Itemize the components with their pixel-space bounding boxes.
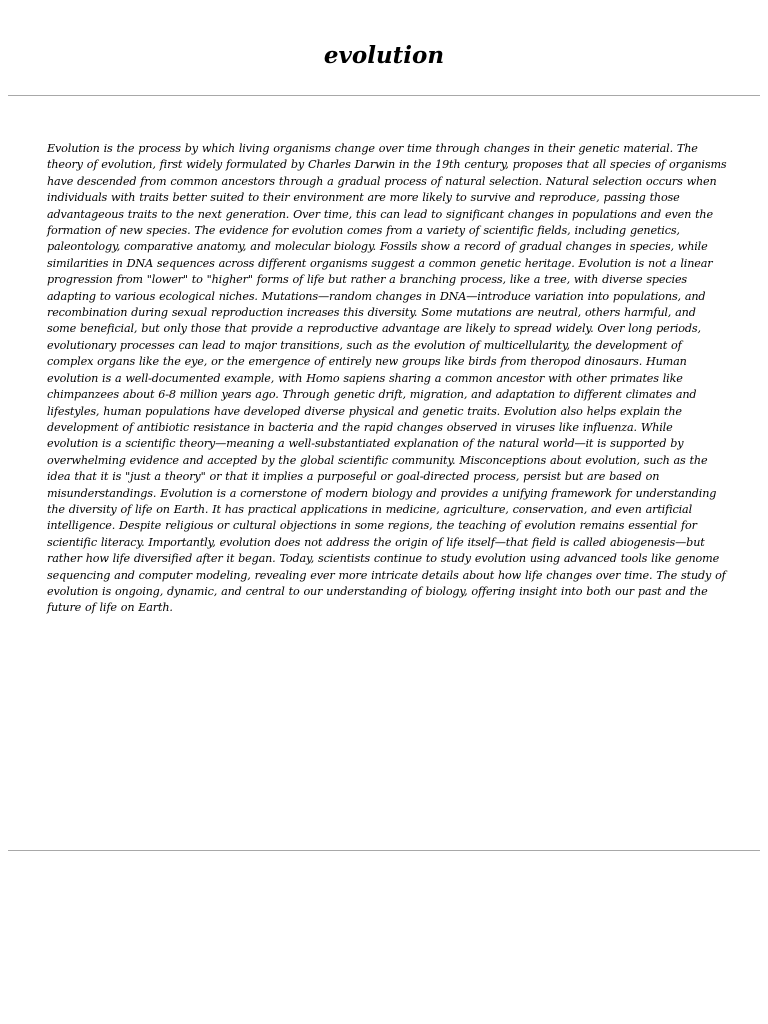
top-divider	[8, 95, 760, 96]
bottom-divider	[8, 850, 760, 851]
body-paragraph: Evolution is the process by which living organisms change over time through changes in their genetic material. The theory of evolution, first widely formulated by Charles Darwin in the 19th century, proposes that all species of organisms have descended from common ancestors through a gradual process of natural selection. Natural selection occurs when individuals with traits better suited to their environment are more likely to survive and reproduce, passing those advantageous traits to the next generation. Over time, this can lead to significant changes in populations and even the formation of new species. The evidence for evolution comes from a variety of scientific fields, including genetics, paleontology, comparative anatomy, and molecular biology. Fossils show a record of gradual changes in species, while similarities in DNA sequences across different organisms suggest a common genetic heritage. Evolution is not a linear progression from "lower" to "higher" forms of life but rather a branching process, like a tree, with diverse species adapting to various ecological niches. Mutations—random changes in DNA—introduce variation into populations, and recombination during sexual reproduction increases this diversity. Some mutations are neutral, others harmful, and some beneficial, but only those that provide a reproductive advantage are likely to spread widely. Over long periods, evolutionary processes can lead to major transitions, such as the evolution of multicellularity, the development of complex organs like the eye, or the emergence of entirely new groups like birds from theropod dinosaurs. Human evolution is a well-documented example, with Homo sapiens sharing a common ancestor with other primates like chimpanzees about 6-8 million years ago. Through genetic drift, migration, and adaptation to different climates and lifestyles, human populations have developed diverse physical and genetic traits. Evolution also helps explain the development of antibiotic resistance in bacteria and the rapid changes observed in viruses like influenza. While evolution is a scientific theory—meaning a well-substantiated explanation of the natural world—it is supported by overwhelming evidence and accepted by the global scientific community. Misconceptions about evolution, such as the idea that it is "just a theory" or that it implies a purposeful or goal-directed process, persist but are based on misunderstandings. Evolution is a cornerstone of modern biology and provides a unifying framework for understanding the diversity of life on Earth. It has practical applications in medicine, agriculture, conservation, and even artificial intelligence. Despite religious or cultural objections in some regions, the teaching of evolution remains essential for scientific literacy. Importantly, evolution does not address the origin of life itself—that field is called abiogenesis—but rather how life diversified after it began. Today, scientists continue to study evolution using advanced tools like genome sequencing and computer modeling, revealing ever more intricate details about how life changes over time. The study of evolution is ongoing, dynamic, and central to our understanding of biology, offering insight into both our past and the future of life on Earth.	[47, 142, 727, 615]
page-title: evolution	[323, 42, 445, 69]
